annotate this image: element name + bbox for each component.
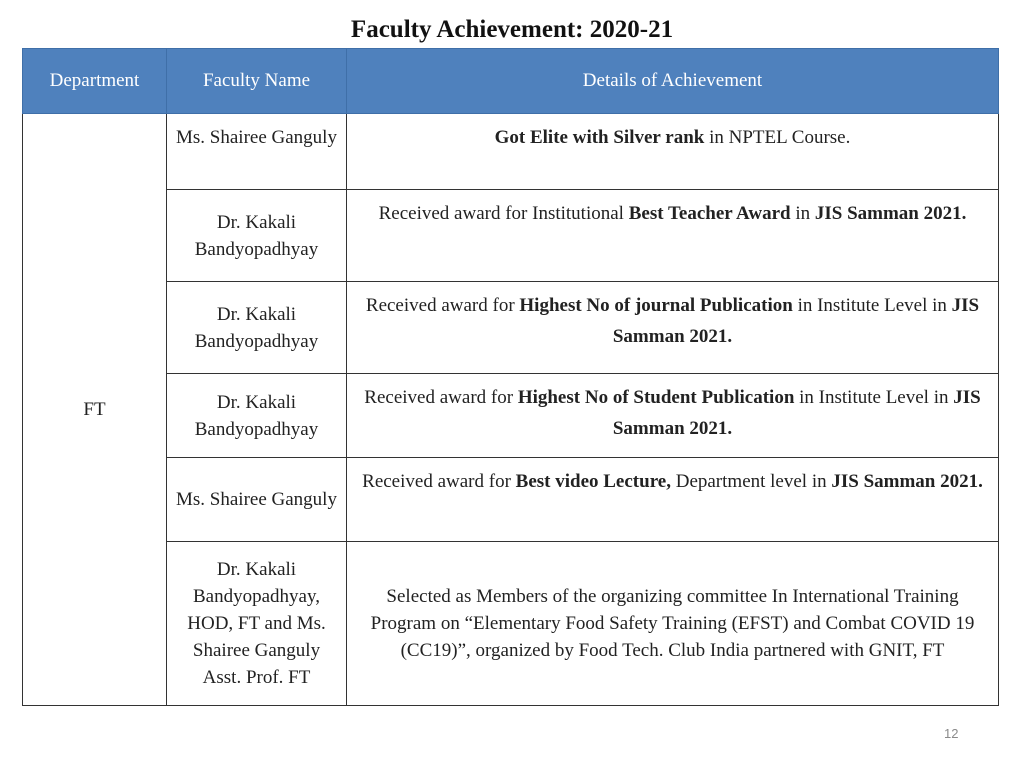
achievement-text: in NPTEL Course. — [704, 127, 851, 148]
achievement-cell — [347, 374, 999, 458]
header-details: Details of Achievement — [347, 49, 999, 114]
achievement-highlight: JIS Samman 2021. — [612, 387, 981, 439]
achievement-table — [22, 48, 999, 706]
achievement-text: in Institute Level in — [792, 295, 952, 316]
table-row — [23, 282, 999, 374]
achievement-text: in — [790, 203, 815, 224]
achievement-highlight: Got Elite with Silver rank — [494, 127, 705, 148]
achievement-text: Received award for — [365, 295, 520, 316]
table-row — [23, 458, 999, 542]
achievement-cell — [347, 114, 999, 190]
faculty-name-cell: Dr. Kakali Bandyopadhyay — [167, 374, 347, 458]
achievement-text: in Institute Level in — [794, 387, 954, 408]
faculty-name-cell: Ms. Shairee Ganguly — [167, 114, 347, 190]
table-row — [23, 374, 999, 458]
achievement-highlight: Highest No of Student Publication — [517, 387, 795, 408]
faculty-name-cell: Dr. Kakali Bandyopadhyay — [167, 282, 347, 374]
achievement-highlight: Best video Lecture, — [515, 471, 671, 492]
table-row — [23, 542, 999, 706]
achievement-cell — [347, 190, 999, 282]
table-header-row — [23, 49, 999, 114]
department-cell: FT — [23, 114, 167, 706]
achievement-highlight: Highest No of journal Publication — [519, 295, 793, 316]
faculty-name-cell: Dr. Kakali Bandyopadhyay, HOD, FT and Ms. Shairee Ganguly Asst. Prof. FT — [167, 542, 347, 706]
achievement-text: Selected as Members of the organizing committee In International Training Program on “Elementary Food Safety Training (EFST) and Combat COVID 19 (CC19)”, organized by Food Tech. Club India partnered with GNIT, FT — [370, 586, 975, 661]
achievement-highlight: Best Teacher Award — [628, 203, 791, 224]
table-row — [23, 114, 999, 190]
achievement-highlight: JIS Samman 2021. — [814, 203, 967, 224]
table-row — [23, 190, 999, 282]
header-department: Department — [23, 49, 167, 114]
achievement-cell — [347, 458, 999, 542]
achievement-highlight: JIS Samman 2021. — [831, 471, 983, 492]
page-title: Faculty Achievement: 2020-21 — [350, 16, 674, 43]
achievement-text: Received award for Institutional — [378, 203, 629, 224]
achievement-text: Received award for — [362, 471, 516, 492]
header-faculty-name: Faculty Name — [167, 49, 347, 114]
achievement-cell — [347, 542, 999, 706]
faculty-name-cell: Ms. Shairee Ganguly — [167, 458, 347, 542]
page-number: 12 — [944, 726, 959, 741]
achievement-text: Received award for — [364, 387, 518, 408]
achievement-cell — [347, 282, 999, 374]
faculty-name-cell: Dr. Kakali Bandyopadhyay — [167, 190, 347, 282]
achievement-highlight: JIS Samman 2021. — [612, 295, 980, 347]
achievement-text: Department level in — [670, 471, 832, 492]
